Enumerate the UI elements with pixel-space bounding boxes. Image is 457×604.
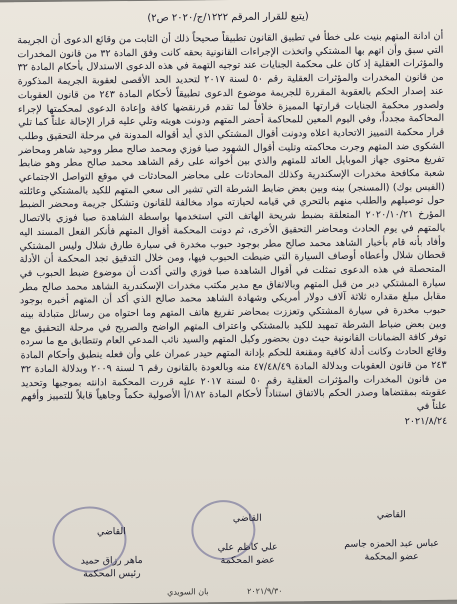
- signature-block-member: [326, 508, 457, 564]
- signature-role-bottom: عضو المحكمة: [220, 554, 275, 567]
- signature-role-bottom: رئيس المحكمة: [83, 567, 141, 580]
- signature-role-top: القاضي: [232, 512, 262, 524]
- document-header: (يتبع للقرار المرقم ١٢٢٢/ج/٢٠٢٠ ص٢): [147, 11, 309, 24]
- footer-typist: بان السويدي: [166, 587, 209, 597]
- document-body: [17, 30, 447, 433]
- signature-role-top: القاضي: [96, 526, 126, 538]
- body-paragraph: أن ادانة المتهم بنيت على خطأ في تطبيق القانون تطبيقاً صحيحاً ذلك أن الثابت من وقائع الدعوى أن الجريمة التي سبق وأن اتهم بها المشتكي واتخذت الإجراءات القانونية بحقه كانت وفق المادة ٣٢ من قانون المخدرات والمؤثرات العقلية إذ كان على محكمة الجنايات عند توجيه التهمة في هذه الدعوى الاستدلال بأحكام المادة ٣٢ من قانون المخدرات والمؤثرات العقلية رقم ٥٠ لسنة ٢٠١٧ لتحديد الحد الأقصى لعقوبة الجريمة المذكورة عند إصدار الحكم بالعقوبة المقررة للجريمة موضوع الدعوى تطبيقاً لأحكام المادة ٢٤٣ من قانون العقوبات ولصدور محكمة الجنايات قرارتها المميزة خلافاً لما تقدم قررنقضها كافة وإعادة الدعوى لمحكمتها لإجراء المحاكمة مجدداً، وفي اليوم المعين للمحاكمة أحضر المتهم ودونت هويته وتلي عليه قرار الإحالة علناً كما تلي قرار محكمة التمييز الاتحادية اعلاه ودونت أقوال المشتكي الذي أيد أقواله المدونة في مرحلة التحقيق وطلب الشكوى ضد المتهم وجرت محاكمته وتليت أقوال الشهود صبا فوزي ومحمد صالح مطر ووحيد شاهر ومحاضر تفريغ محتوى جهاز الموبايل العائد للمتهم والذي بين أخوانه على رقم الشاهد محمد صالح مطر وهو ضابط شعبة مكافحة مخدرات الإسكندرية وكذلك المحادثات على محاضر المحادثات في موقع التواصل الاجتماعي (الفيس بوك) (المسنجر) بينه وبين بعض ضابط الشرطة التي تشير الى سعي المتهم للكيد بالمشتكي وعائلته حول توصيلهم والطلب منهم بالتحري في قيامه لحيازته مواد مخالفة للقانون وتشكل جريمة ومحضر الضبط المؤرخ ٢٠٢٠/١٠/٢١ المتعلقة بضبط شريحة الهاتف التي استخدمها بواسطة الشاهدة صبا فوزي بالاتصال بالمتهم في يوم الحادث ومحاضر التحقيق الأخرى، ثم دونت المحكمة أقوال المتهم فأنكر الفعل المسند اليه وأفاد بأنه قام بأخبار الشاهد محمد صالح مطر بوجود حبوب مخدرة في سيارة طارق شلال وليس المشتكي قحطان شلال وأعطاه أوصاف السيارة التي ضبطت الحبوب فيها، ومن خلال التدقيق تجد المحكمة أن الأدلة المتحصلة في هذه الدعوى تمثلت في أقوال الشاهدة صبا فوزي والتي أكدت أن موضوع ضبط الحبوب في سيارة المشتكي دبر من قبل المتهم وبالاتفاق مع مدير مكتب مخدرات الإسكندرية الشاهد محمد صالح مطر مقابل مبلغ مقداره ثلاثة آلاف دولار أمريكي وشهادة الشاهد محمد صالح الذي أكد أن المتهم أخبره بوجود حبوب مخدرة في سيارة المشتكي وتعززت بمحاضر تفريغ هاتف المتهم وما احتواه من رسائل متبادلة بينه وبين بعض ضباط الشرطة تمهيد للكيد بالمشتكي واعتراف المتهم الواضح والصريح في مرحلة التحقيق مع توفر كافة الضمانات القانونية حيث دون بحضور وكيل المتهم والسيد نائب المدعي العام وتتطابق مع ما سرده وقائع الحادث وكانت أدلة كافية ومقنعة للحكم بإدانة المتهم حيدر عمران علي وأن فعله ينطبق وأحكام المادة ٢٤٣ من قانون العقوبات وبدلالة المادة ٤٧/٤٨/٤٩ منه وبالعودة بالقانون رقم ٦ لسنة ٢٠٠٩ وبدلالة المادة ٣٢ من قانون المخدرات والمؤثرات العقلية رقم ٥٠ لسنة ٢٠١٧ عليه قررت المحكمة ادانته بموجبها وتحديد عقوبته بمقتضاها وصدر الحكم بالاتفاق استناداً لأحكام المادة ١٨٢/أ الأصولية حكماً وجاهياً قابلاً للتمييز وأفهم علناً في: [17, 30, 448, 413]
- signature-role-bottom: عضو المحكمة: [364, 551, 419, 563]
- signature-block-presiding: [56, 525, 167, 581]
- signature-role-top: القاضي: [376, 509, 406, 521]
- footer-date: ٢٠٢١/٩/٣٠: [246, 586, 283, 596]
- signature-name: علي كاظم علي: [217, 541, 278, 554]
- signature-name: عباس عبد الحمزه جاسم: [344, 537, 439, 550]
- judgment-date: ٢٠٢١/٨/٢٤: [404, 415, 448, 427]
- signature-name: ماهر رزاق حميد: [80, 554, 143, 567]
- signature-block-member: [192, 511, 303, 567]
